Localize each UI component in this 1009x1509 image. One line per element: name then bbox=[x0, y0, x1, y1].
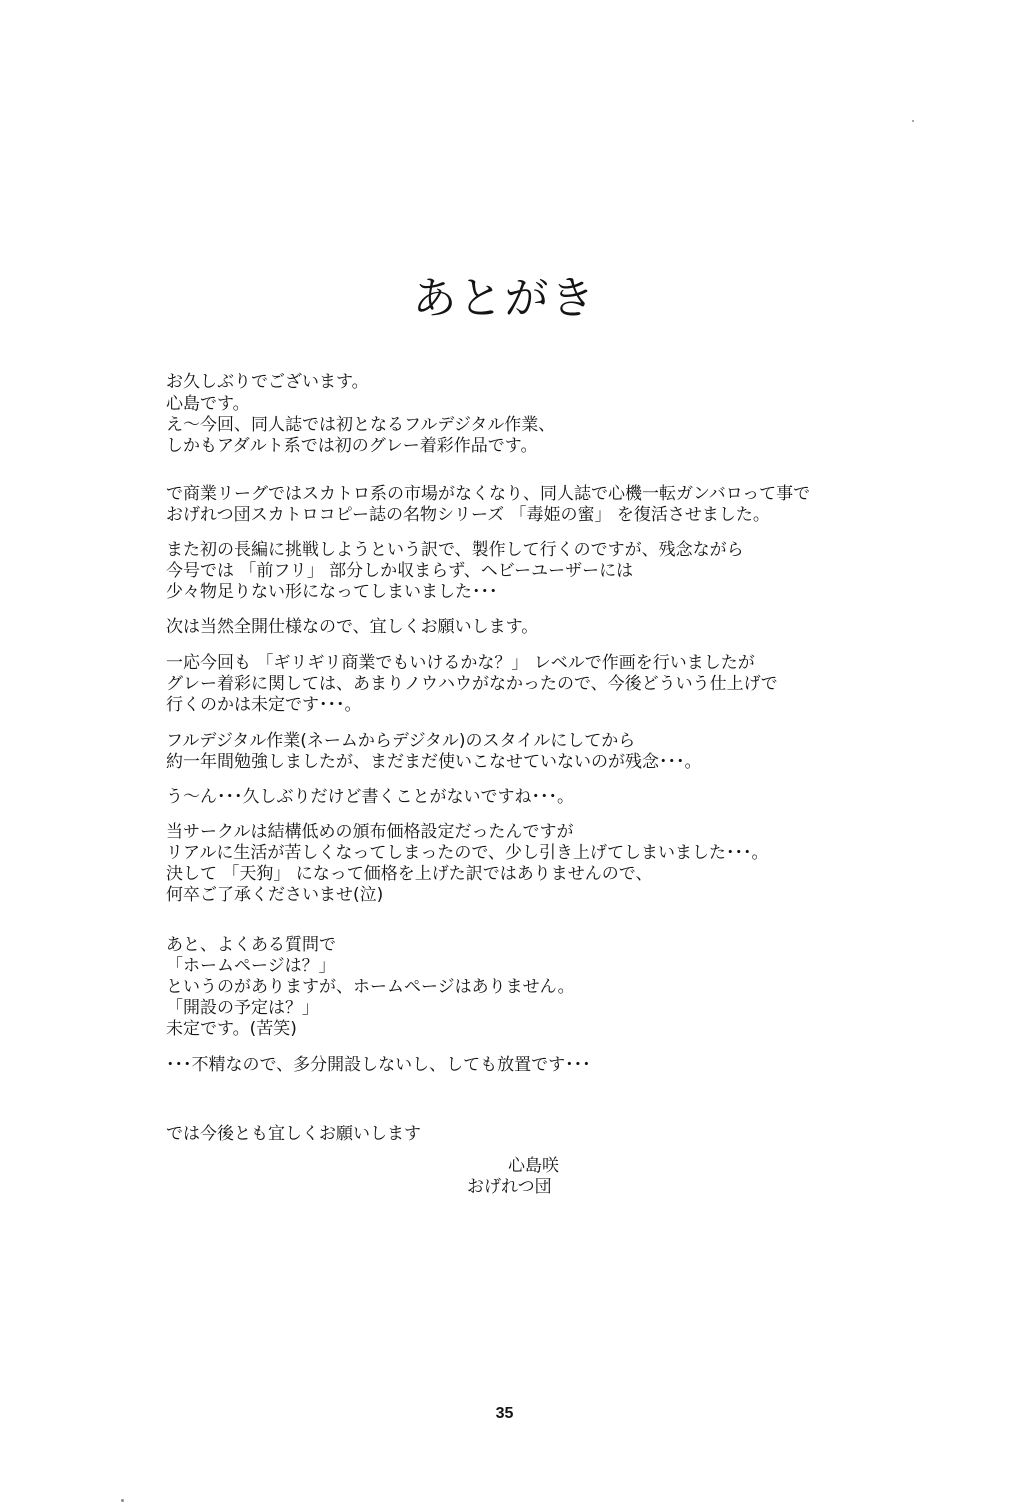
text-line: 「開設の予定は？」 bbox=[166, 998, 319, 1018]
text-line: リアルに生活が苦しくなってしまったので、少し引き上げてしまいました･･･。 bbox=[166, 843, 769, 863]
text-line: 今号では 「前フリ」 部分しか収まらず、ヘビーユーザーには bbox=[166, 561, 634, 581]
page-title: あとがき bbox=[412, 273, 597, 324]
text-line: 「ホームページは？」 bbox=[166, 956, 336, 976]
text-line: 行くのかは未定です･･･。 bbox=[166, 695, 362, 715]
text-line: ･･･不精なので、多分開設しないし、しても放置です･･･ bbox=[166, 1055, 591, 1075]
text-line: 未定です。(苦笑) bbox=[166, 1019, 297, 1039]
text-line: 約一年間勉強しましたが、まだまだ使いこなせていないのが残念･･･。 bbox=[166, 752, 702, 772]
text-line: というのがありますが、ホームページはありません。 bbox=[166, 977, 575, 997]
page-number: 35 bbox=[495, 1405, 514, 1422]
scan-speck bbox=[912, 120, 914, 122]
text-line: おげれつ団スカトロコピー誌の名物シリーズ 「毒姫の蜜」 を復活させました。 bbox=[166, 505, 770, 525]
text-line: 心島です。 bbox=[166, 394, 250, 414]
signature-circle: おげれつ団 bbox=[467, 1177, 552, 1197]
text-line: グレー着彩に関しては、あまりノウハウがなかったので、今後どういう仕上げで bbox=[166, 674, 778, 694]
text-line: え～今回、同人誌では初となるフルデジタル作業、 bbox=[166, 415, 556, 435]
text-line: 一応今回も 「ギリギリ商業でもいけるかな？」 レベルで作画を行いましたが bbox=[166, 653, 755, 673]
text-line: 当サークルは結構低めの頒布価格設定だったんですが bbox=[166, 822, 574, 842]
text-line: また初の長編に挑戦しようという訳で、製作して行くのですが、残念ながら bbox=[166, 540, 744, 560]
text-line: 決して 「天狗」 になって価格を上げた訳ではありませんので、 bbox=[166, 864, 653, 884]
text-line: で商業リーグではスカトロ系の市場がなくなり、同人誌で心機一転ガンバロって事で bbox=[166, 484, 811, 504]
scan-speck bbox=[121, 1499, 124, 1502]
text-line: 何卒ご了承くださいませ(泣) bbox=[166, 885, 384, 905]
text-line: フルデジタル作業(ネームからデジタル)のスタイルにしてから bbox=[166, 731, 636, 751]
text-line: あと、よくある質問で bbox=[166, 935, 336, 955]
text-line: では今後とも宜しくお願いします bbox=[166, 1124, 421, 1144]
text-line: う～ん･･･久しぶりだけど書くことがないですね･･･。 bbox=[166, 787, 574, 807]
signature-name: 心島咲 bbox=[508, 1156, 559, 1176]
text-line: 次は当然全開仕様なので、宜しくお願いします。 bbox=[166, 617, 539, 637]
text-line: しかもアダルト系では初のグレー着彩作品です。 bbox=[166, 436, 538, 456]
text-line: 少々物足りない形になってしまいました･･･ bbox=[166, 582, 498, 602]
text-line: お久しぶりでございます。 bbox=[166, 372, 369, 392]
